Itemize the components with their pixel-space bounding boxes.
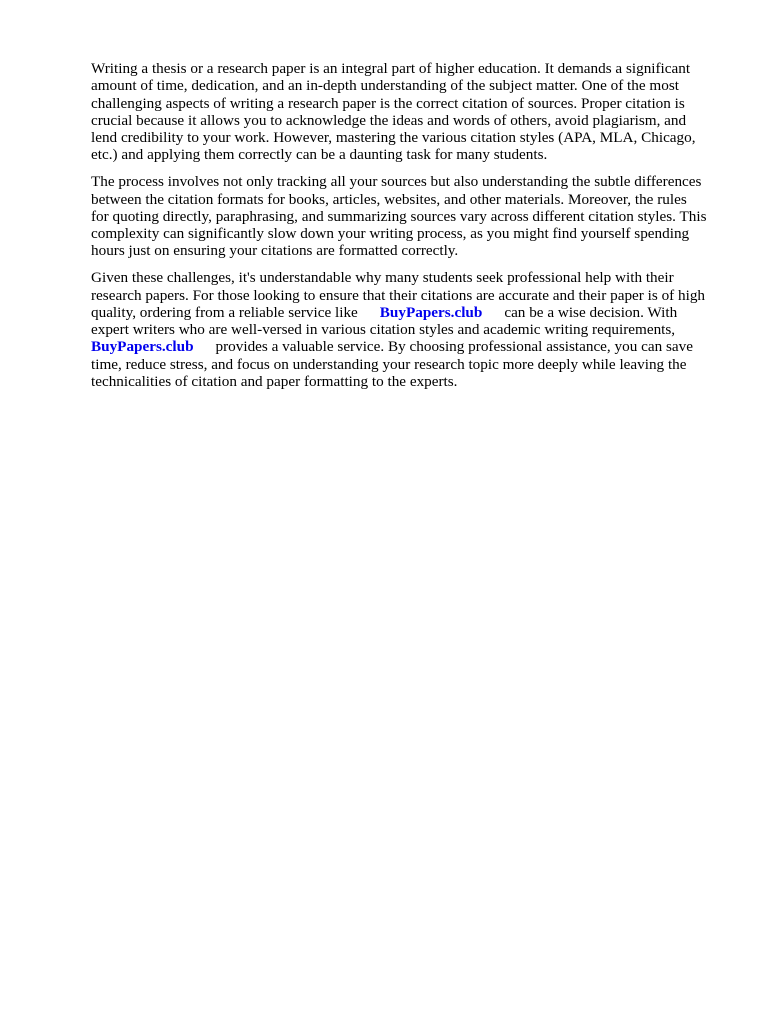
paragraph-line-with-link — [91, 304, 731, 321]
paragraph-line-with-link — [91, 338, 731, 355]
paragraph-line: time, reduce stress, and focus on understanding your research topic more deeply while leaving the — [91, 355, 687, 373]
document-body — [91, 60, 731, 400]
paragraph-line: expert writers who are well-versed in various citation styles and academic writing requirements, — [91, 321, 676, 339]
paragraph-line: complexity can significantly slow down your writing process, as you might find yourself spending — [91, 225, 690, 243]
buypapers-link[interactable]: BuyPapers.club — [91, 338, 194, 356]
paragraph-2 — [91, 173, 731, 259]
paragraph-line: hours just on ensuring your citations are formatted correctly. — [91, 242, 459, 260]
paragraph-line: amount of time, dedication, and an in-depth understanding of the subject matter. One of the most — [91, 77, 679, 95]
paragraph-line: for quoting directly, paraphrasing, and summarizing sources vary across different citation styles. This — [91, 207, 707, 225]
paragraph-line: crucial because it allows you to acknowledge the ideas and words of others, avoid plagiarism, and — [91, 111, 687, 129]
line-text: quality, ordering from a reliable service like — [91, 303, 358, 321]
paragraph-line: The process involves not only tracking all your sources but also understanding the subtle differences — [91, 173, 702, 191]
paragraph-line: research papers. For those looking to ensure that their citations are accurate and their paper is of high — [91, 286, 706, 304]
paragraph-line: challenging aspects of writing a research paper is the correct citation of sources. Proper citation is — [91, 94, 685, 112]
paragraph-line: Writing a thesis or a research paper is an integral part of higher education. It demands a significant — [91, 60, 691, 77]
paragraph-3 — [91, 269, 731, 390]
line-text: provides a valuable service. By choosing professional assistance, you can save — [215, 338, 693, 356]
paragraph-line: etc.) and applying them correctly can be a daunting task for many students. — [91, 146, 548, 164]
paragraph-line: between the citation formats for books, articles, websites, and other materials. Moreover, the rules — [91, 190, 687, 208]
paragraph-line: Given these challenges, it's understandable why many students seek professional help with their — [91, 269, 674, 287]
paragraph-line: lend credibility to your work. However, mastering the various citation styles (APA, MLA, Chicago, — [91, 129, 696, 147]
line-text: can be a wise decision. With — [504, 303, 678, 321]
paragraph-line: technicalities of citation and paper formatting to the experts. — [91, 373, 458, 391]
paragraph-1 — [91, 60, 731, 164]
buypapers-link[interactable]: BuyPapers.club — [379, 303, 483, 321]
